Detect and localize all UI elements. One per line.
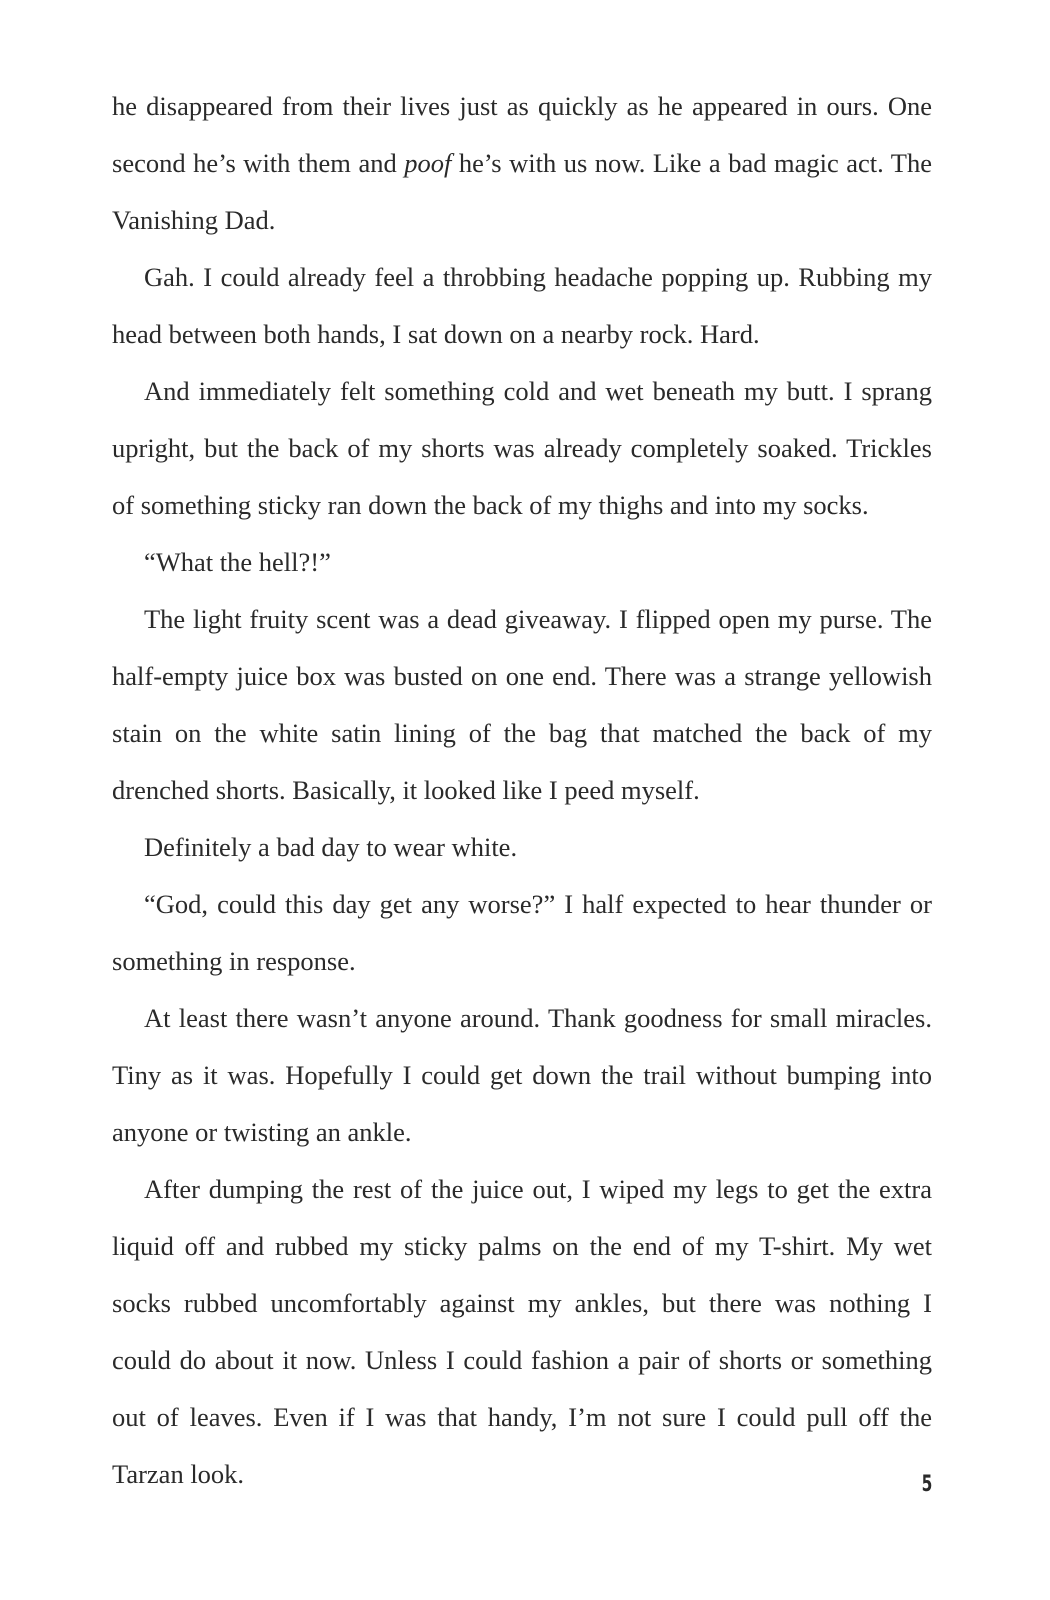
- paragraph-5: The light fruity scent was a dead giveaway. I flipped open my purse. The half-empty juice box was busted on one end. There was a strange yellowish stain on the white satin lining of the bag that matched the back of my drenched shorts. Basically, it looked like I peed myself.: [112, 604, 932, 805]
- paragraph-2: Gah. I could already feel a throbbing headache popping up. Rubbing my head between both hands, I sat down on a nearby rock. Hard.: [112, 262, 932, 349]
- paragraph-1-start: he disappeared from their lives just as quickly as he appeared in ours. One second he’s with them and: [112, 91, 932, 178]
- paragraph-4: “What the hell?!”: [144, 547, 331, 577]
- paragraph-1: [112, 78, 932, 249]
- paragraph-8: At least there wasn’t anyone around. Thank goodness for small miracles. Tiny as it was. Hopefully I could get down the trail without bumping into anyone or twisting an ankle.: [112, 1003, 932, 1147]
- page-number: 5: [921, 1472, 932, 1497]
- page-body: [112, 78, 932, 1503]
- paragraph-1-end: he’s with us now. Like a bad magic act. The Vanishing Dad.: [112, 148, 932, 235]
- paragraph-3: And immediately felt something cold and wet beneath my butt. I sprang upright, but the back of my shorts was already completely soaked. Trickles of something sticky ran down the back of my thighs and into my socks.: [112, 376, 932, 520]
- paragraph-9: After dumping the rest of the juice out, I wiped my legs to get the extra liquid off and rubbed my sticky palms on the end of my T-shirt. My wet socks rubbed uncomfortably against my ankles, but there was nothing I could do about it now. Unless I could fashion a pair of shorts or something out of leaves. Even if I was that handy, I’m not sure I could pull off the Tarzan look.: [112, 1174, 932, 1489]
- paragraph-7: “God, could this day get any worse?” I half expected to hear thunder or something in response.: [112, 889, 932, 976]
- paragraph-6: Definitely a bad day to wear white.: [144, 832, 518, 862]
- italic-word-poof: poof: [404, 148, 452, 178]
